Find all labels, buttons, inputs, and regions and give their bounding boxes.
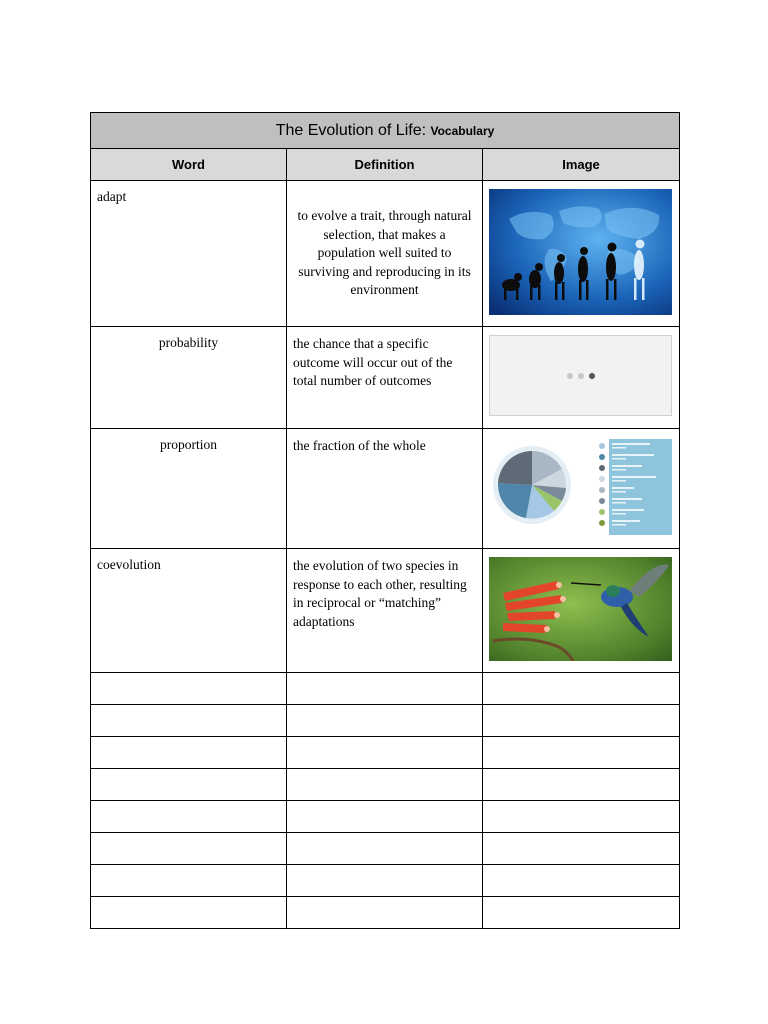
image-cell (483, 549, 680, 673)
loading-dot (578, 373, 584, 379)
loading-placeholder (489, 335, 672, 416)
pie-chart-image (489, 437, 672, 537)
blank-cell[interactable] (483, 705, 680, 737)
table-row (91, 549, 680, 673)
blank-cell[interactable] (91, 737, 287, 769)
blank-cell[interactable] (483, 801, 680, 833)
loading-dot (589, 373, 595, 379)
blank-row (91, 801, 680, 833)
blank-cell[interactable] (287, 673, 483, 705)
human-evolution-image (489, 189, 672, 315)
blank-cell[interactable] (287, 801, 483, 833)
blank-cell[interactable] (287, 833, 483, 865)
blank-cell[interactable] (91, 673, 287, 705)
image-cell (483, 327, 680, 429)
table-row (91, 327, 680, 429)
definition-cell: to evolve a trait, through natural selection, that makes a population well suited to surviving and reproducing in its environment (287, 181, 483, 327)
word-cell: proportion (91, 429, 287, 549)
header-image: Image (483, 149, 680, 181)
blank-row (91, 673, 680, 705)
title-sub: Vocabulary (430, 123, 495, 138)
blank-cell[interactable] (91, 705, 287, 737)
blank-cell[interactable] (483, 897, 680, 929)
hummingbird-image (489, 557, 672, 661)
loading-dot (567, 373, 573, 379)
title-main: The Evolution of Life: (275, 121, 427, 139)
word-cell: probability (91, 327, 287, 429)
table-row (91, 429, 680, 549)
blank-row (91, 833, 680, 865)
definition-cell: the chance that a specific outcome will occur out of the total number of outcomes (287, 327, 483, 429)
blank-cell[interactable] (91, 801, 287, 833)
blank-cell[interactable] (483, 769, 680, 801)
header-word: Word (91, 149, 287, 181)
blank-cell[interactable] (287, 897, 483, 929)
word-cell: coevolution (91, 549, 287, 673)
blank-cell[interactable] (91, 865, 287, 897)
image-cell (483, 429, 680, 549)
blank-cell[interactable] (287, 737, 483, 769)
blank-cell[interactable] (91, 769, 287, 801)
image-cell (483, 181, 680, 327)
blank-cell[interactable] (287, 705, 483, 737)
definition-cell: the fraction of the whole (287, 429, 483, 549)
blank-cell[interactable] (483, 833, 680, 865)
blank-row (91, 737, 680, 769)
blank-cell[interactable] (287, 769, 483, 801)
blank-cell[interactable] (483, 673, 680, 705)
blank-cell[interactable] (91, 897, 287, 929)
table-title (91, 113, 680, 149)
blank-row (91, 769, 680, 801)
blank-row (91, 897, 680, 929)
definition-cell: the evolution of two species in response to each other, resulting in reciprocal or “matching” adaptations (287, 549, 483, 673)
blank-row (91, 705, 680, 737)
blank-cell[interactable] (483, 865, 680, 897)
blank-cell[interactable] (483, 737, 680, 769)
table-row (91, 181, 680, 327)
header-definition: Definition (287, 149, 483, 181)
blank-cell[interactable] (287, 865, 483, 897)
word-cell: adapt (91, 181, 287, 327)
blank-row (91, 865, 680, 897)
blank-cell[interactable] (91, 833, 287, 865)
vocabulary-table (90, 112, 680, 929)
